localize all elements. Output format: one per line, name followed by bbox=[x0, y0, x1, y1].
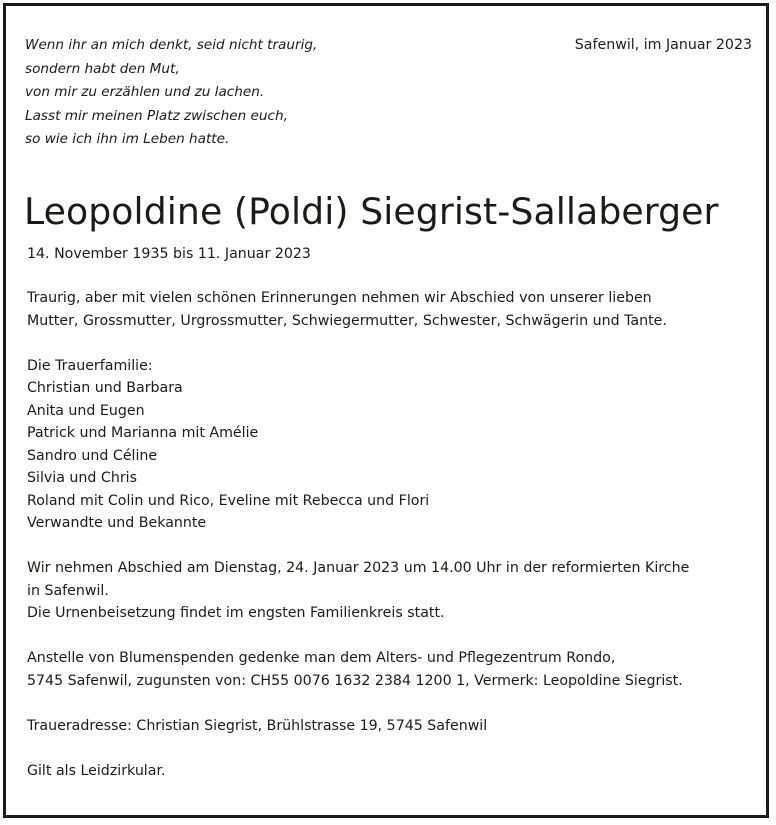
deceased-name: Leopoldine (Poldi) Siegrist-Sallaberger bbox=[24, 190, 719, 233]
intro-line: Traurig, aber mit vielen schönen Erinnerungen nehmen wir Abschied von unserer lieben bbox=[27, 290, 652, 306]
donation-line: 5745 Safenwil, zugunsten von: CH55 0076 1632 2384 1200 1, Vermerk: Leopoldine Siegrist. bbox=[27, 672, 683, 689]
intro-line: Mutter, Grossmutter, Urgrossmutter, Schwiegermutter, Schwester, Schwägerin und Tante. bbox=[27, 312, 667, 329]
family-heading: Die Trauerfamilie: bbox=[27, 357, 153, 374]
poem-line: Lasst mir meinen Platz zwischen euch, bbox=[25, 107, 288, 124]
poem bbox=[25, 34, 317, 152]
farewell-line: Die Urnenbeisetzung findet im engsten Familienkreis statt. bbox=[27, 605, 445, 621]
farewell-line: Wir nehmen Abschied am Dienstag, 24. Januar 2023 um 14.00 Uhr in der reformierten Kirche bbox=[27, 560, 690, 576]
family-member: Verwandte und Bekannte bbox=[27, 515, 207, 531]
family-member: Christian und Barbara bbox=[27, 380, 183, 396]
family-member: Sandro und Céline bbox=[27, 447, 158, 464]
poem-line: Wenn ihr an mich denkt, seid nicht traurig, bbox=[25, 37, 318, 53]
poem-line: von mir zu erzählen und zu lachen. bbox=[25, 84, 265, 100]
donation-line: Anstelle von Blumenspenden gedenke man dem Alters- und Pflegezentrum Rondo, bbox=[27, 650, 616, 666]
mourning-address: Traueradresse: Christian Siegrist, Brühlstrasse 19, 5745 Safenwil bbox=[27, 717, 488, 734]
poem-line: so wie ich ihn im Leben hatte. bbox=[25, 131, 230, 147]
closing-note: Gilt als Leidzirkular. bbox=[27, 762, 166, 779]
obituary-body bbox=[27, 287, 689, 782]
family-member: Silvia und Chris bbox=[27, 470, 137, 486]
family-member: Patrick und Marianna mit Amélie bbox=[27, 425, 259, 441]
family-member: Anita und Eugen bbox=[27, 402, 145, 419]
farewell-line: in Safenwil. bbox=[27, 582, 109, 599]
poem-line: sondern habt den Mut, bbox=[25, 60, 180, 77]
life-dates: 14. November 1935 bis 11. Januar 2023 bbox=[27, 246, 311, 262]
family-member: Roland mit Colin und Rico, Eveline mit Rebecca und Flori bbox=[27, 492, 430, 509]
place-date: Safenwil, im Januar 2023 bbox=[574, 37, 752, 53]
